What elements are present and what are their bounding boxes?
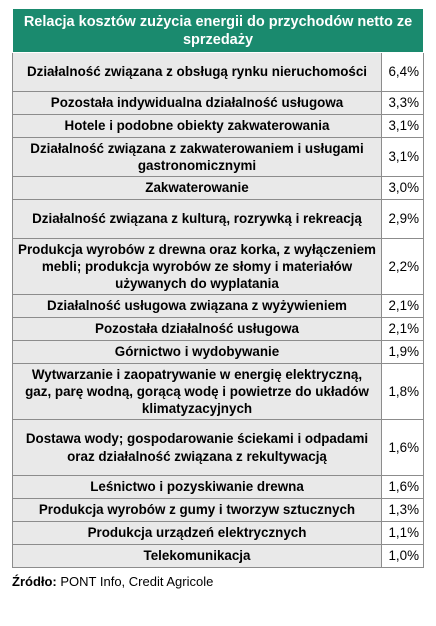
- energy-cost-table: [12, 8, 424, 568]
- table-row: [13, 53, 424, 92]
- header-row: [13, 9, 424, 53]
- row-value: 2,1%: [382, 295, 424, 318]
- table-row: [13, 92, 424, 115]
- row-value: 1,1%: [382, 522, 424, 545]
- row-category-label: Działalność związana z zakwaterowaniem i usługami gastronomicznymi: [13, 138, 382, 177]
- row-value: 2,2%: [382, 239, 424, 295]
- table-row: [13, 239, 424, 295]
- row-category-label: Leśnictwo i pozyskiwanie drewna: [13, 476, 382, 499]
- row-value: 2,9%: [382, 200, 424, 239]
- table-row: [13, 115, 424, 138]
- table-row: [13, 420, 424, 476]
- table-row: [13, 545, 424, 568]
- table-row: [13, 522, 424, 545]
- source-note: [12, 574, 423, 589]
- table-title: Relacja kosztów zużycia energii do przychodów netto ze sprzedaży: [13, 9, 424, 53]
- row-value: 3,3%: [382, 92, 424, 115]
- row-value: 1,9%: [382, 341, 424, 364]
- table-row: [13, 177, 424, 200]
- table-row: [13, 364, 424, 420]
- table-row: [13, 476, 424, 499]
- table-row: [13, 295, 424, 318]
- row-category-label: Produkcja wyrobów z gumy i tworzyw sztucznych: [13, 499, 382, 522]
- row-category-label: Zakwaterowanie: [13, 177, 382, 200]
- row-value: 1,0%: [382, 545, 424, 568]
- table-row: [13, 499, 424, 522]
- row-category-label: Produkcja urządzeń elektrycznych: [13, 522, 382, 545]
- row-category-label: Pozostała indywidualna działalność usługowa: [13, 92, 382, 115]
- row-category-label: Wytwarzanie i zaopatrywanie w energię elektryczną, gaz, parę wodną, gorącą wodę i powietrze do układów klimatyzacyjnych: [13, 364, 382, 420]
- row-category-label: Hotele i podobne obiekty zakwaterowania: [13, 115, 382, 138]
- row-value: 1,3%: [382, 499, 424, 522]
- row-value: 3,1%: [382, 115, 424, 138]
- row-category-label: Telekomunikacja: [13, 545, 382, 568]
- row-value: 1,8%: [382, 364, 424, 420]
- row-category-label: Dostawa wody; gospodarowanie ściekami i odpadami oraz działalność związana z rekultywacją: [13, 420, 382, 476]
- row-value: 1,6%: [382, 476, 424, 499]
- row-value: 2,1%: [382, 318, 424, 341]
- row-value: 1,6%: [382, 420, 424, 476]
- source-label: Źródło:: [12, 574, 57, 589]
- row-category-label: Działalność usługowa związana z wyżywieniem: [13, 295, 382, 318]
- table-row: [13, 318, 424, 341]
- row-category-label: Działalność związana z kulturą, rozrywką i rekreacją: [13, 200, 382, 239]
- table-row: [13, 341, 424, 364]
- table-row: [13, 138, 424, 177]
- source-text: PONT Info, Credit Agricole: [56, 574, 214, 589]
- row-value: 3,1%: [382, 138, 424, 177]
- row-value: 3,0%: [382, 177, 424, 200]
- row-category-label: Pozostała działalność usługowa: [13, 318, 382, 341]
- row-category-label: Działalność związana z obsługą rynku nieruchomości: [13, 53, 382, 92]
- row-value: 6,4%: [382, 53, 424, 92]
- table-body: [13, 53, 424, 568]
- row-category-label: Górnictwo i wydobywanie: [13, 341, 382, 364]
- row-category-label: Produkcja wyrobów z drewna oraz korka, z wyłączeniem mebli; produkcja wyrobów ze słomy i materiałów używanych do wyplatania: [13, 239, 382, 295]
- table-row: [13, 200, 424, 239]
- data-table-figure: [12, 8, 423, 589]
